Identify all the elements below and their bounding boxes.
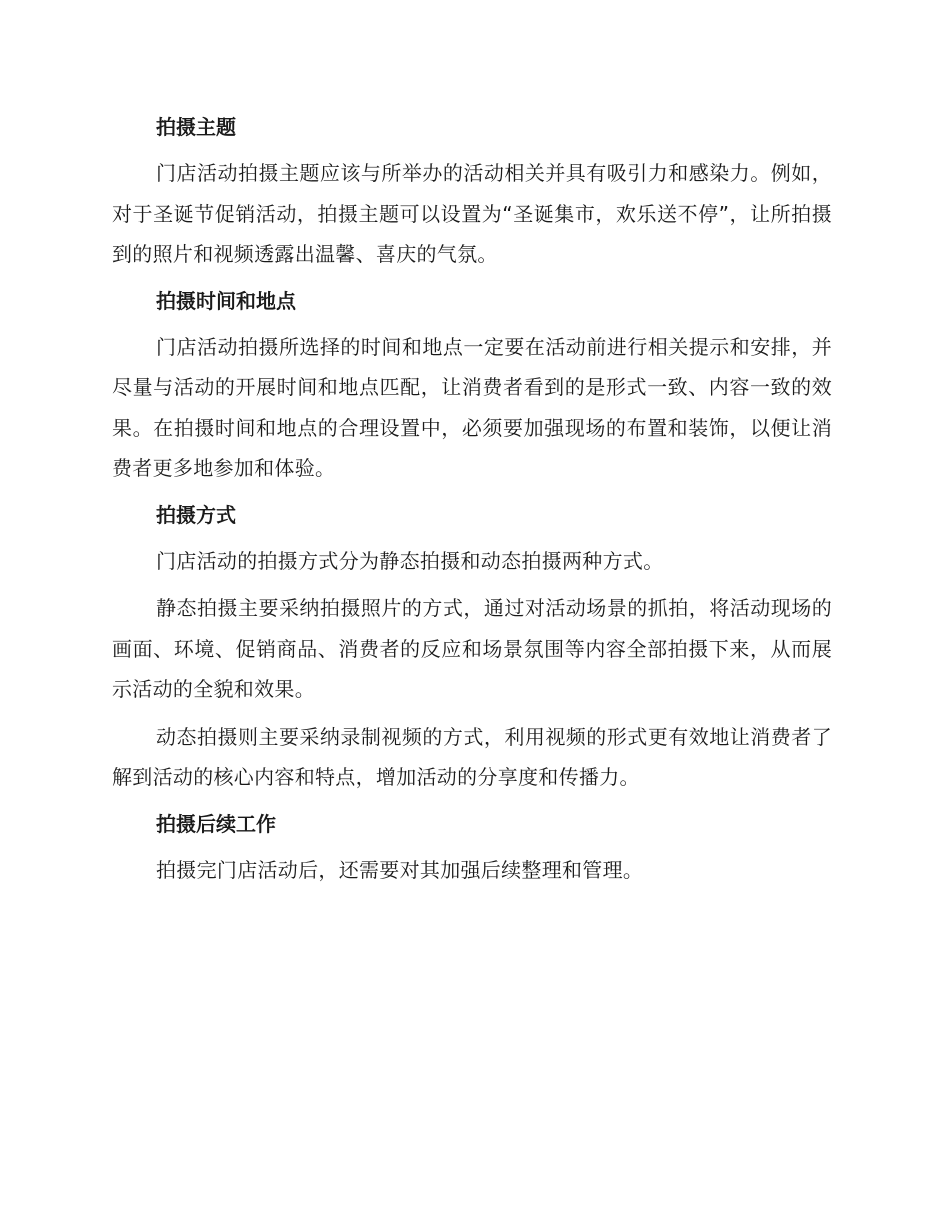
paragraph: 门店活动拍摄所选择的时间和地点一定要在活动前进行相关提示和安排，并尽量与活动的开展时间和地点匹配，让消费者看到的是形式一致、内容一致的效果。在拍摄时间和地点的合理设置中，必须要加强现场的布置和装饰，以便让消费者更多地参加和体验。	[112, 334, 832, 480]
section-heading: 拍摄方式	[156, 502, 236, 527]
document-page	[112, 108, 832, 897]
section-heading: 拍摄后续工作	[156, 811, 276, 836]
paragraph: 门店活动拍摄主题应该与所举办的活动相关并具有吸引力和感染力。例如，对于圣诞节促销活动，拍摄主题可以设置为“圣诞集市，欢乐送不停”，让所拍摄到的照片和视频透露出温馨、喜庆的气氛。	[112, 161, 832, 266]
section-follow-up-work	[112, 805, 832, 891]
section-heading: 拍摄时间和地点	[156, 288, 296, 313]
section-heading: 拍摄主题	[156, 115, 236, 139]
section-shooting-theme	[112, 108, 832, 275]
paragraph: 静态拍摄主要采纳拍摄照片的方式，通过对活动场景的抓拍，将活动现场的画面、环境、促销商品、消费者的反应和场景氛围等内容全部拍摄下来，从而展示活动的全貌和效果。	[112, 596, 832, 701]
paragraph: 门店活动的拍摄方式分为静态拍摄和动态拍摄两种方式。	[156, 548, 664, 573]
paragraph: 动态拍摄则主要采纳录制视频的方式，利用视频的形式更有效地让消费者了解到活动的核心内容和特点，增加活动的分享度和传播力。	[112, 724, 832, 789]
section-shooting-time-place	[112, 282, 832, 489]
section-shooting-method	[112, 496, 832, 798]
paragraph: 拍摄完门店活动后，还需要对其加强后续整理和管理。	[156, 857, 644, 882]
